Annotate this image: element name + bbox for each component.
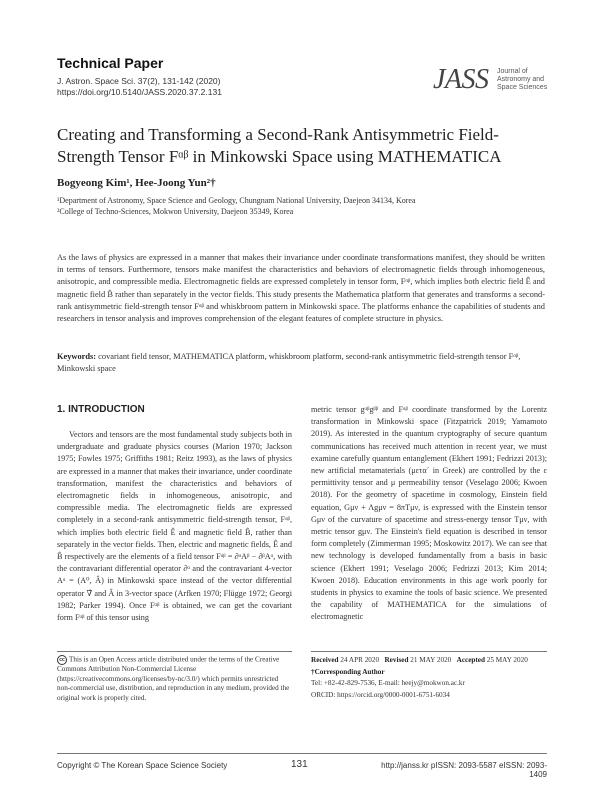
orcid-link[interactable]: ORCID: https://orcid.org/0000-0001-6751-6034 <box>311 690 450 699</box>
doi-link[interactable]: https://doi.org/10.5140/JASS.2020.37.2.131 <box>57 87 222 97</box>
logo-line: Space Sciences <box>497 84 548 91</box>
journal-citation: J. Astron. Space Sci. 37(2), 131-142 (2020) <box>57 76 221 86</box>
section-heading: 1. INTRODUCTION <box>57 404 145 415</box>
keywords <box>57 351 545 375</box>
copyright-notice: Copyright © The Korean Space Science Society <box>57 761 228 770</box>
journal-logo <box>433 64 553 100</box>
license-text: This is an Open Access article distributed under the terms of the Creative Commons Attribution Non-Commercial License (https://creativecommons.org/licenses/by-nc/3.0/) which permits unrestricted non-commercial use, distribution, and reproduction in any medium, provided the original work is properly cited. <box>57 655 290 702</box>
logo-fullname <box>497 68 547 92</box>
footer-divider <box>57 753 547 754</box>
abstract: As the laws of physics are expressed in a manner that makes their invariance under coordinate transformations manifest, they should be written in terms of tensors. Furthermore, tensors make manifest the characteristics and behaviors of electromagnetic fields through inhomogeneous, anisotropic, and compressible media. Electromagnetic fields are expressed completely in tensor form, Fᵅᵝ, which implies both electric field Ê and magnetic field B̂ rather than separately in the vector fields. This study presents the Mathematica platform that generates and transforms a second-rank antisymmetric field-strength tensor Fᵅᵝ and whiskbroom pattern in Minkowski space. The platforms enhance the capabilities of students and researchers in tensor analysis and improves comprehension of the elegant features of complete structure in physics. <box>57 253 545 324</box>
creative-commons-icon: cc <box>57 655 67 665</box>
contact-info: Tel: +82-42-829-7536, E-mail: heejy@mokwon.ac.kr <box>311 679 465 687</box>
received-date: 24 APR 2020 <box>340 656 380 664</box>
logo-line: Journal of <box>497 68 528 75</box>
author-list: Bogyeong Kim¹, Hee-Joong Yun²† <box>57 177 216 189</box>
keywords-text: covariant field tensor, MATHEMATICA platform, whiskbroom platform, second-rank antisymmetric field-strength tensor Fᵅᵝ, Minkowski space <box>57 352 521 374</box>
paper-type: Technical Paper <box>57 55 164 71</box>
received-label: Received <box>311 656 339 664</box>
accepted-date: 25 MAY 2020 <box>486 656 528 664</box>
meta-divider <box>311 651 547 652</box>
logo-wordmark: JASS <box>433 64 489 95</box>
affiliation: ²College of Techno-Sciences, Mokwon University, Daejeon 35349, Korea <box>57 207 294 216</box>
keywords-label: Keywords: <box>57 352 97 361</box>
license-divider <box>57 651 292 652</box>
body-text-right-column: metric tensor gᵅᵝgᵝᵝ and Fᵅᵝ coordinate transformed by the Lorentz transformation in Minkowski space (Fitzpatrick 2019; Yamamoto 2019). As interested in the quantum cryptography of secure quantum communications has received much attention in recent year, we must examine carefully quantum entanglement (Ekhert 1991; Fedrizzi 2013); new artificial metamaterials (μετα´ in Greek) are controlled by the ε permittivity tensor and μ permeability tensor (Veselago 2006; Kwoen 2018). For the geometry of spacetime in cosmology, Einstein field equation, Gμν + Λgμν = 8πTμν, is expressed with the Einstein tensor Gμν of the curvature of spacetime and stress-energy tensor Tμν, with metric tensor gμν. The Einstein's field equation is described in tensor form completely (Zimmerman 1995; Moskowitz 2017). We can see that new technology is developed fundamentally from a basis in basic science (Ekhert 1991; Veselago 2006; Fedrizzi 2013; Kim 2014; Kwoen 2018). Education environments in this age work poorly for students in physics to examine the tools of basic science. We presented the capability of MATHEMATICA for the simulations of electromagnetic <box>311 405 547 622</box>
license-notice <box>57 655 292 703</box>
logo-line: Astronomy and <box>497 76 545 83</box>
revised-date: 21 MAY 2020 <box>410 656 452 664</box>
dates-line <box>311 655 547 667</box>
page-number: 131 <box>291 759 308 770</box>
issn-info: http://janss.kr pISSN: 2093-5587 eISSN: 2093-1409 <box>381 761 547 779</box>
accepted-label: Accepted <box>456 656 485 664</box>
corresponding-author-label: †Corresponding Author <box>311 667 385 676</box>
article-metadata <box>311 655 547 701</box>
affiliation: ¹Department of Astronomy, Space Science and Geology, Chungnam National University, Daejeon 34134, Korea <box>57 196 416 205</box>
body-text-left-column: Vectors and tensors are the most fundamental study subjects both in undergraduate and graduate physics courses (Marion 1970; Jackson 1975; Fowles 1975; Griffiths 1981; Reitz 1993), as the laws of physics are expressed in a manner that makes their invariance, under coordinate transformation, manifest the characteristics and behaviors of electromagnetic fields in inhomogeneous, anisotropic, and compressible media. The electromagnetic fields are expressed completely in a second-rank antisymmetric field-strength tensor, Fᵅᵝ, which implies both electric field Ê and magnetic field B̂, rather than separately in the vector fields. Then, electric and magnetic fields, Ê and B̂ respectively are the elements of a field tensor Fᵅᵝ = ∂ᵅAᵝ − ∂ᵝAᵅ, with the contravariant differential operator ∂ᵅ and the contravariant 4-vector Aᵅ = (A⁰, Â) in Minkowski space instead of the vector differential operator ∇̂ and Â in 3-vector space (Arfken 1970; Flügge 1972; Georgi 1982; Parker 1994). Once Fᵅᵝ is obtained, we can get the covariant form Fᵅᵝ of this tensor using <box>57 430 292 623</box>
revised-label: Revised <box>384 656 409 664</box>
paper-title: Creating and Transforming a Second-Rank Antisymmetric Field-Strength Tensor Fᵅᵝ in Minkowski Space using MATHEMATICA <box>57 125 502 166</box>
